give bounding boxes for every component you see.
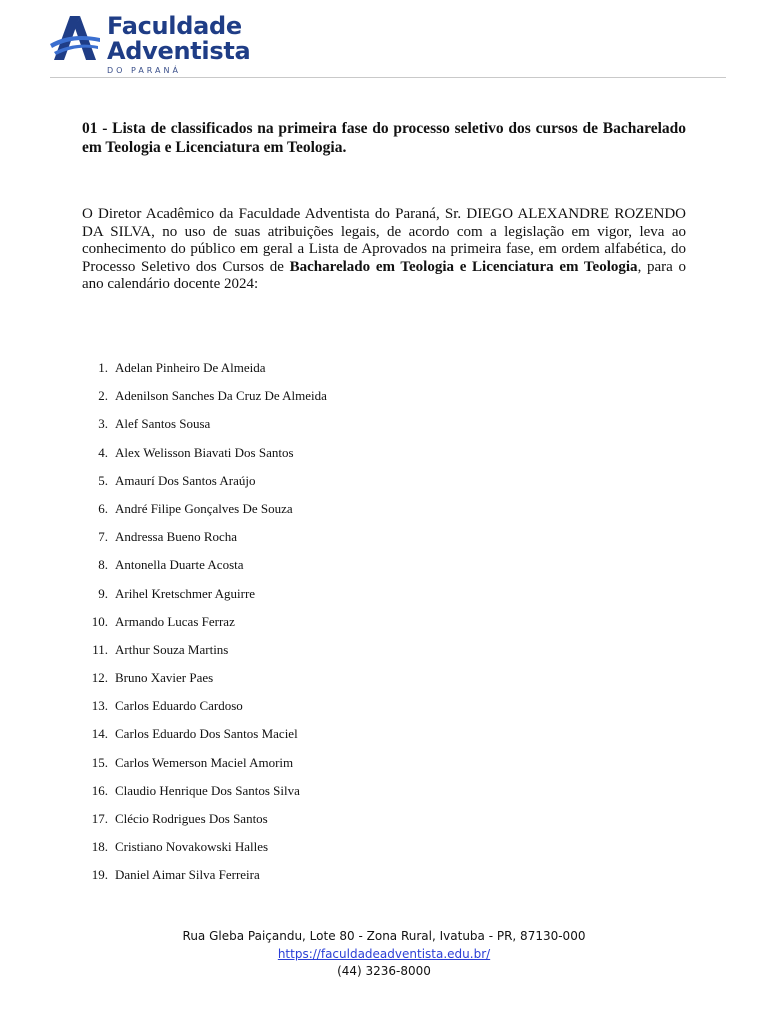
list-item-number: 10. [91, 613, 108, 629]
list-item [82, 471, 502, 499]
list-item [82, 668, 502, 696]
intro-course-names: Bacharelado em Teologia e Licenciatura em Teologia [289, 258, 638, 275]
list-item-number: 14. [91, 726, 108, 742]
list-item [82, 443, 502, 471]
list-item-name: Carlos Eduardo Cardoso [115, 698, 243, 714]
institution-logo [50, 12, 280, 76]
list-item [82, 584, 502, 612]
list-item-name: Carlos Wemerson Maciel Amorim [115, 754, 294, 770]
list-item-number: 12. [91, 670, 108, 686]
list-item-name: Daniel Aimar Silva Ferreira [115, 867, 260, 883]
footer-address: Rua Gleba Paiçandu, Lote 80 - Zona Rural, Ivatuba - PR, 87130-000 [182, 929, 586, 943]
list-item-number: 18. [91, 839, 108, 855]
list-item-name: Andressa Bueno Rocha [115, 529, 238, 545]
list-item-name: Clécio Rodrigues Dos Santos [115, 811, 268, 826]
list-item-number: 9. [98, 585, 108, 601]
list-item-number: 2. [98, 388, 108, 404]
list-item [82, 499, 502, 527]
list-item-number: 16. [91, 782, 108, 798]
logo-mark-icon [50, 14, 100, 60]
list-item-name: Armando Lucas Ferraz [115, 613, 235, 629]
list-item-number: 4. [98, 444, 108, 460]
list-item [82, 724, 502, 752]
list-item [82, 358, 502, 386]
list-item-number: 6. [98, 500, 108, 516]
header-divider [50, 77, 726, 78]
list-item-number: 3. [98, 416, 108, 432]
list-item [82, 837, 502, 865]
intro-paragraph [82, 206, 686, 294]
intro-text-part2: , para o ano calendário docente 2024: [82, 258, 686, 292]
list-item-name: Adenilson Sanches Da Cruz De Almeida [115, 388, 327, 404]
list-item [82, 414, 502, 442]
list-item [82, 696, 502, 724]
list-item-name: Amaurí Dos Santos Araújo [115, 472, 256, 488]
list-item-number: 7. [98, 529, 108, 545]
list-item-number: 15. [91, 754, 108, 770]
list-item [82, 753, 502, 781]
list-item-name: Arihel Kretschmer Aguirre [115, 585, 256, 601]
logo-text-faculdade: Faculdade [107, 12, 242, 40]
list-item-name: Claudio Henrique Dos Santos Silva [115, 782, 300, 798]
list-item-name: Adelan Pinheiro De Almeida [115, 360, 266, 375]
list-item [82, 386, 502, 414]
footer-website-link[interactable]: https://faculdadeadventista.edu.br/ [277, 946, 491, 961]
list-item [82, 640, 502, 668]
document-heading: 01 - Lista de classificados na primeira fase do processo seletivo dos cursos de Bacharelado em Teologia e Licenciatura em Teologia. [82, 120, 686, 156]
list-item-number: 13. [91, 698, 108, 714]
list-item-name: André Filipe Gonçalves De Souza [115, 500, 293, 516]
list-item-name: Carlos Eduardo Dos Santos Maciel [115, 726, 298, 742]
list-item-name: Alex Welisson Biavati Dos Santos [115, 444, 294, 460]
list-item-name: Alef Santos Sousa [115, 416, 211, 432]
list-item [82, 612, 502, 640]
list-item [82, 781, 502, 809]
list-item-number: 1. [98, 360, 108, 375]
list-item [82, 865, 502, 893]
intro-text-part1: O Diretor Acadêmico da Faculdade Adventista do Paraná, Sr. DIEGO ALEXANDRE ROZENDO DA SILVA, no uso de suas atribuições legais, de acordo com a legislação em vigor, leva ao conhecimento do público em geral a Lista de Aprovados na primeira fase, em ordem alfabética, do Processo Seletivo dos Cursos de [82, 206, 686, 275]
logo-text-do-parana: DO PARANÁ [107, 66, 181, 75]
page-footer [0, 928, 768, 981]
list-item-number: 19. [91, 867, 108, 883]
list-item [82, 527, 502, 555]
list-item-number: 5. [98, 472, 108, 488]
logo-text-adventista: Adventista [107, 37, 251, 65]
list-item [82, 809, 502, 837]
list-item-name: Cristiano Novakowski Halles [115, 839, 269, 855]
list-item-name: Bruno Xavier Paes [115, 670, 214, 686]
list-item-number: 11. [92, 641, 108, 657]
list-item-number: 8. [98, 557, 108, 573]
approved-candidates-list [82, 358, 502, 894]
list-item [82, 555, 502, 583]
list-item-name: Antonella Duarte Acosta [115, 557, 244, 573]
list-item-number: 17. [91, 811, 108, 826]
list-item-name: Arthur Souza Martins [115, 641, 229, 657]
footer-phone: (44) 3236-8000 [337, 964, 431, 978]
